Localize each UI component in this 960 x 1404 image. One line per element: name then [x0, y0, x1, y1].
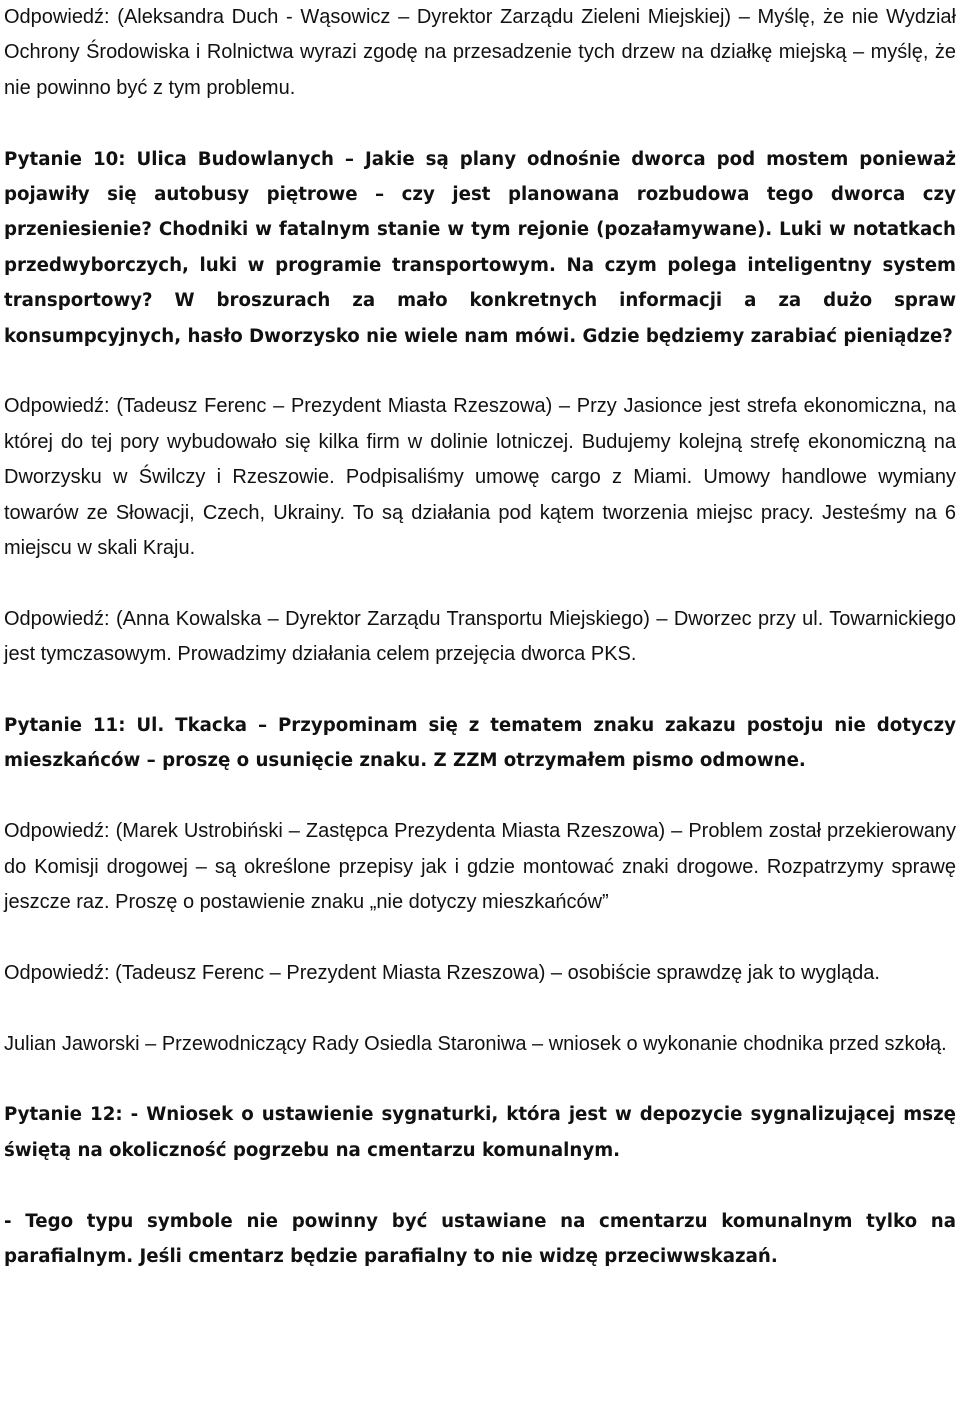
answer-paragraph-cemetery: - Tego typu symbole nie powinny być ustawiane na cmentarzu komunalnym tylko na parafialnym. Jeśli cmentarz będzie parafialny to nie widzę przeciwwskazań. — [4, 1210, 956, 1268]
paragraph-spacer — [4, 354, 956, 389]
answer-paragraph-duch: Odpowiedź: (Aleksandra Duch - Wąsowicz – Dyrektor Zarządu Zieleni Miejskiej) – Myślę, że nie Wydział Ochrony Środowiska i Rolnictwa wyrazi zgodę na przesadzenie tych drzew na działkę miejską – myślę, że nie powinno być z tym problemu. — [4, 6, 956, 99]
paragraph-spacer — [4, 1062, 956, 1097]
question-10-paragraph: Pytanie 10: Ulica Budowlanych – Jakie są plany odnośnie dworca pod mostem ponieważ pojawiły się autobusy piętrowe – czy jest planowana rozbudowa tego dworca czy przeniesienie? Chodniki w fatalnym stanie w tym rejonie (pozałamywane). Luki w notatkach przedwyborczych, luki w programie transportowym. Na czym polega inteligentny system transportowy? W broszurach za mało konkretnych informacji a za dużo spraw konsumpcyjnych, hasło Dworzysko nie wiele nam mówi. Gdzie będziemy zarabiać pieniądze? — [4, 148, 956, 347]
answer-paragraph-ferenc-2: Odpowiedź: (Tadeusz Ferenc – Prezydent Miasta Rzeszowa) – osobiście sprawdzę jak to wygląda. — [4, 961, 880, 984]
paragraph-spacer — [4, 106, 956, 141]
paragraph-spacer — [4, 673, 956, 708]
paragraph-spacer — [4, 991, 956, 1026]
paragraph-spacer — [4, 779, 956, 814]
answer-paragraph-ferenc-1: Odpowiedź: (Tadeusz Ferenc – Prezydent Miasta Rzeszowa) – Przy Jasionce jest strefa ekonomiczna, na której do tej pory wybudowało się kilka firm w dolinie lotniczej. Budujemy kolejną strefę ekonomiczną na Dworzysku w Świlczy i Rzeszowie. Podpisaliśmy umowę cargo z Miami. Umowy handlowe wymiany towarów ze Słowacji, Czech, Ukrainy. To są działania pod kątem tworzenia miejsc pracy. Jesteśmy na 6 miejscu w skali Kraju. — [4, 395, 956, 560]
paragraph-spacer — [4, 920, 956, 955]
question-12-paragraph: Pytanie 12: - Wniosek o ustawienie sygnaturki, która jest w depozycie sygnalizującej mszę świętą na okoliczność pogrzebu na cmentarzu komunalnym. — [4, 1104, 956, 1161]
question-11-paragraph: Pytanie 11: Ul. Tkacka – Przypominam się z tematem znaku zakazu postoju nie dotyczy mieszkańców – proszę o usunięcie znaku. Z ZZM otrzymałem pismo odmowne. — [4, 715, 956, 772]
document-page — [4, 0, 956, 1274]
motion-paragraph-jaworski: Julian Jaworski – Przewodniczący Rady Osiedla Staroniwa – wniosek o wykonanie chodnika przed szkołą. — [4, 1032, 947, 1055]
paragraph-spacer — [4, 1168, 956, 1203]
paragraph-spacer — [4, 566, 956, 601]
answer-paragraph-kowalska: Odpowiedź: (Anna Kowalska – Dyrektor Zarządu Transportu Miejskiego) – Dworzec przy ul. Towarnickiego jest tymczasowym. Prowadzimy działania celem przejęcia dworca PKS. — [4, 607, 956, 666]
answer-paragraph-ustrobinski: Odpowiedź: (Marek Ustrobiński – Zastępca Prezydenta Miasta Rzeszowa) – Problem został przekierowany do Komisji drogowej – są określone przepisy jak i gdzie montować znaki drogowe. Rozpatrzymy sprawę jeszcze raz. Proszę o postawienie znaku „nie dotyczy mieszkańców” — [4, 820, 956, 914]
